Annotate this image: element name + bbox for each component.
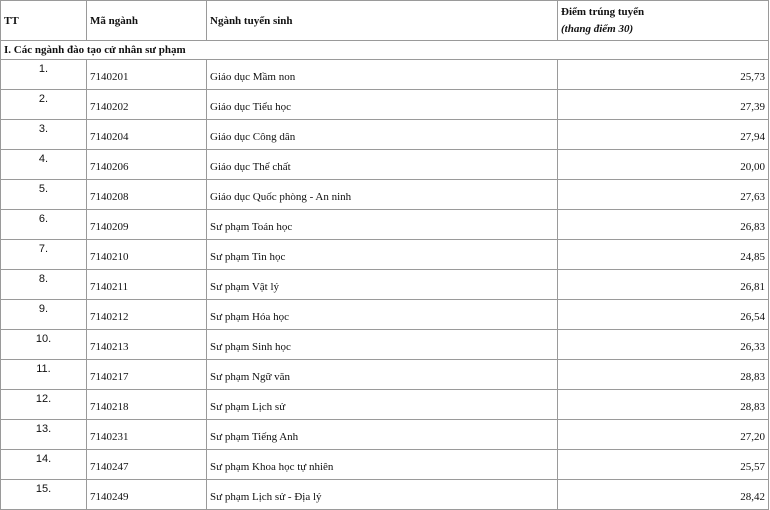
row-code: 7140209 xyxy=(87,210,207,240)
row-name: Sư phạm Lịch sử xyxy=(207,390,558,420)
table-body xyxy=(1,41,769,510)
row-code: 7140210 xyxy=(87,240,207,270)
row-tt: 3. xyxy=(1,120,87,150)
row-name: Giáo dục Tiểu học xyxy=(207,90,558,120)
table-row xyxy=(1,150,769,180)
row-code: 7140206 xyxy=(87,150,207,180)
row-tt: 11. xyxy=(1,360,87,390)
table-row xyxy=(1,270,769,300)
row-name: Sư phạm Toán học xyxy=(207,210,558,240)
row-score: 27,20 xyxy=(558,420,769,450)
row-tt: 8. xyxy=(1,270,87,300)
row-tt: 2. xyxy=(1,90,87,120)
row-code: 7140213 xyxy=(87,330,207,360)
row-code: 7140218 xyxy=(87,390,207,420)
row-tt: 15. xyxy=(1,480,87,510)
row-name: Sư phạm Sinh học xyxy=(207,330,558,360)
row-score: 28,83 xyxy=(558,390,769,420)
row-score: 26,83 xyxy=(558,210,769,240)
row-name: Sư phạm Hóa học xyxy=(207,300,558,330)
row-tt: 13. xyxy=(1,420,87,450)
table-row xyxy=(1,180,769,210)
header-name: Ngành tuyển sinh xyxy=(207,1,558,41)
table-header-row xyxy=(1,1,769,41)
header-code: Mã ngành xyxy=(87,1,207,41)
table-row xyxy=(1,330,769,360)
table-row xyxy=(1,390,769,420)
row-name: Giáo dục Mầm non xyxy=(207,60,558,90)
row-code: 7140212 xyxy=(87,300,207,330)
row-name: Sư phạm Lịch sử - Địa lý xyxy=(207,480,558,510)
row-code: 7140204 xyxy=(87,120,207,150)
row-code: 7140202 xyxy=(87,90,207,120)
row-code: 7140208 xyxy=(87,180,207,210)
row-tt: 7. xyxy=(1,240,87,270)
row-code: 7140231 xyxy=(87,420,207,450)
row-tt: 5. xyxy=(1,180,87,210)
table-row xyxy=(1,90,769,120)
row-score: 20,00 xyxy=(558,150,769,180)
row-code: 7140201 xyxy=(87,60,207,90)
section-title: I. Các ngành đào tạo cử nhân sư phạm xyxy=(1,41,769,60)
row-tt: 12. xyxy=(1,390,87,420)
row-name: Sư phạm Tiếng Anh xyxy=(207,420,558,450)
row-name: Sư phạm Ngữ văn xyxy=(207,360,558,390)
row-score: 26,81 xyxy=(558,270,769,300)
row-name: Giáo dục Công dân xyxy=(207,120,558,150)
row-score: 26,54 xyxy=(558,300,769,330)
row-tt: 14. xyxy=(1,450,87,480)
row-tt: 10. xyxy=(1,330,87,360)
row-score: 27,63 xyxy=(558,180,769,210)
table-row xyxy=(1,60,769,90)
row-name: Sư phạm Khoa học tự nhiên xyxy=(207,450,558,480)
row-score: 28,83 xyxy=(558,360,769,390)
row-score: 24,85 xyxy=(558,240,769,270)
table-row xyxy=(1,120,769,150)
row-name: Sư phạm Tin học xyxy=(207,240,558,270)
row-score: 25,57 xyxy=(558,450,769,480)
row-tt: 4. xyxy=(1,150,87,180)
section-row xyxy=(1,41,769,60)
row-name: Giáo dục Quốc phòng - An ninh xyxy=(207,180,558,210)
header-score-note: (thang điểm 30) xyxy=(561,23,634,35)
table-row xyxy=(1,360,769,390)
row-score: 28,42 xyxy=(558,480,769,510)
table-row xyxy=(1,240,769,270)
table-row xyxy=(1,420,769,450)
row-score: 25,73 xyxy=(558,60,769,90)
header-score-label: Điểm trúng tuyển xyxy=(561,6,645,18)
row-name: Sư phạm Vật lý xyxy=(207,270,558,300)
row-name: Giáo dục Thể chất xyxy=(207,150,558,180)
row-code: 7140211 xyxy=(87,270,207,300)
row-score: 27,94 xyxy=(558,120,769,150)
row-tt: 6. xyxy=(1,210,87,240)
header-score xyxy=(558,1,769,41)
row-code: 7140249 xyxy=(87,480,207,510)
row-code: 7140217 xyxy=(87,360,207,390)
table-row xyxy=(1,480,769,510)
header-tt: TT xyxy=(1,1,87,41)
row-score: 27,39 xyxy=(558,90,769,120)
row-code: 7140247 xyxy=(87,450,207,480)
table-row xyxy=(1,210,769,240)
row-score: 26,33 xyxy=(558,330,769,360)
row-tt: 1. xyxy=(1,60,87,90)
row-tt: 9. xyxy=(1,300,87,330)
table-row xyxy=(1,300,769,330)
table-row xyxy=(1,450,769,480)
